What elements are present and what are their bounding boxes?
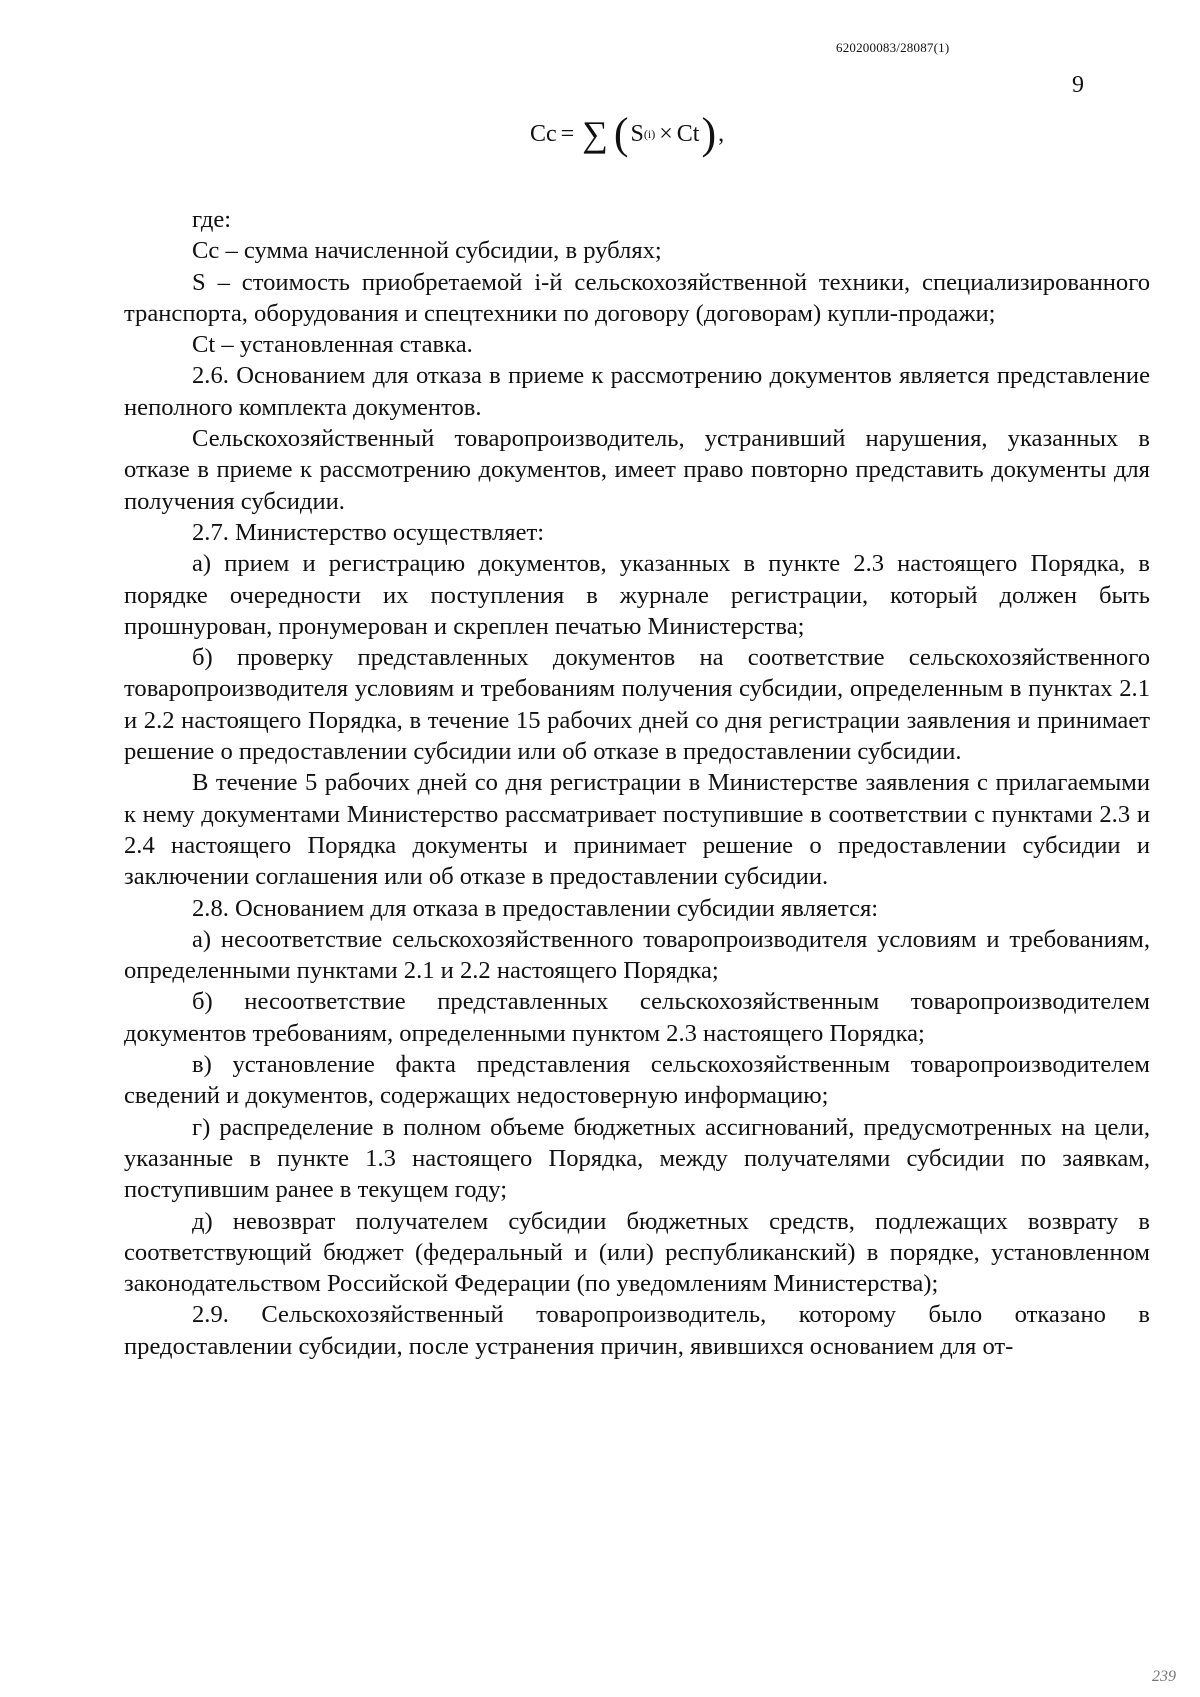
paragraph-2-6: 2.6. Основанием для отказа в приеме к рассмотрению документов является представление неполного комплекта документов.: [124, 362, 1150, 421]
document-body: [124, 204, 1150, 1362]
formula-sigma: ∑: [582, 114, 608, 154]
paragraph-2-8: 2.8. Основанием для отказа в предоставлении субсидии является:: [192, 894, 879, 922]
paragraph-cc-definition: Cc – сумма начисленной субсидии, в рублях;: [192, 237, 662, 265]
scan-mark: 239: [1152, 1668, 1176, 1685]
document-id: 620200083/28087(1): [836, 40, 950, 55]
formula-close-paren: ): [701, 109, 717, 158]
formula-s-subscript: (i): [643, 126, 656, 141]
formula-end: ,: [718, 120, 725, 147]
formula-ct: Ct: [676, 120, 700, 147]
paragraph-2-9: 2.9. Сельскохозяйственный товаропроизводитель, которому было отказано в предоставлении субсидии, после устранения причин, явившихся основанием для от-: [124, 1301, 1150, 1360]
formula-s: S: [630, 120, 644, 147]
paragraph-2-8-e: д) невозврат получателем субсидии бюджетных средств, подлежащих возврату в соответствующий бюджет (федеральный и (или) республиканский) в порядке, установленном законодательством Российской Федерации (по уведомлениям Министерства);: [124, 1207, 1150, 1298]
paragraph-2-7-b: б) проверку представленных документов на соответствие сельскохозяйственного товаропроизводителя условиям и требованиям получения субсидии, определенным в пунктах 2.1 и 2.2 настоящего Порядка, в течение 15 рабочих дней со дня регистрации заявления и принимает решение о предоставлении субсидии или об отказе в предоставлении субсидии.: [124, 644, 1150, 766]
page-number: 9: [1072, 72, 1084, 98]
paragraph-2-8-a: а) несоответствие сельскохозяйственного товаропроизводителя условиям и требованиям, определенными пунктами 2.1 и 2.2 настоящего Порядка;: [124, 925, 1150, 985]
paragraph-ct-definition: Ct – установленная ставка.: [192, 331, 473, 359]
paragraph-2-7-a: а) прием и регистрацию документов, указанных в пункте 2.3 настоящего Порядка, в порядке очередности их поступления в журнале регистрации, который должен быть прошнурован, пронумерован и скреплен печатью Министерства;: [124, 550, 1150, 640]
paragraph-2-6-resubmit: Сельскохозяйственный товаропроизводитель, устранивший нарушения, указанных в отказе в приеме к рассмотрению документов, имеет право повторно представить документы для получения субсидии.: [124, 425, 1150, 515]
paragraph-2-8-d: г) распределение в полном объеме бюджетных ассигнований, предусмотренных на цели, указанные в пункте 1.3 настоящего Порядка, между получателями субсидии по заявкам, поступившим ранее в текущем году;: [124, 1113, 1150, 1204]
formula-times: ×: [659, 120, 673, 147]
formula: [530, 109, 725, 158]
formula-equals: =: [560, 120, 575, 147]
paragraph-where: где:: [192, 206, 232, 233]
paragraph-2-8-b: б) несоответствие представленных сельскохозяйственным товаропроизводителем документов требованиям, определенными пунктом 2.3 настоящего Порядка;: [124, 988, 1150, 1047]
formula-open-paren: (: [613, 109, 629, 158]
paragraph-2-7-review: В течение 5 рабочих дней со дня регистрации в Министерстве заявления с прилагаемыми к нему документами Министерство рассматривает поступившие в соответствии с пунктами 2.3 и 2.4 настоящего Порядка документы и принимает решение о предоставлении субсидии и заключении соглашения или об отказе в предоставлении субсидии.: [124, 769, 1150, 891]
paragraph-2-8-c: в) установление факта представления сельскохозяйственным товаропроизводителем сведений и документов, содержащих недостоверную информацию;: [124, 1051, 1150, 1110]
formula-lhs: Cc: [530, 120, 557, 147]
paragraph-2-7: 2.7. Министерство осуществляет:: [192, 518, 545, 546]
paragraph-s-definition: S – стоимость приобретаемой i-й сельскохозяйственной техники, специализированного транспорта, оборудования и спецтехники по договору (договорам) купли-продажи;: [124, 268, 1150, 327]
